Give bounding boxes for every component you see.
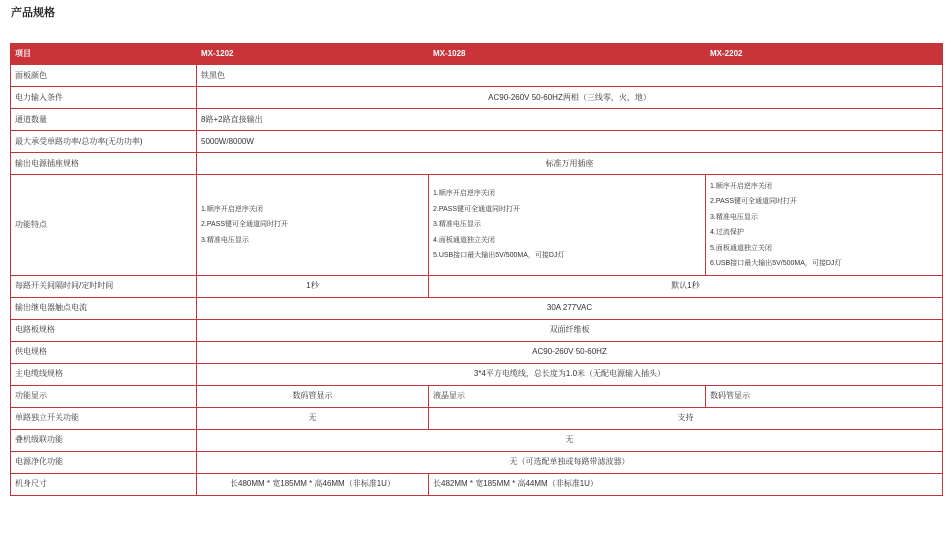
feature-item: 2.PASS键可全通道同时打开 [201,221,288,229]
table-row [11,451,943,473]
row-value: 8路+2路直接输出 [197,109,943,131]
table-row [11,407,943,429]
table-row [11,473,943,495]
row-label: 电源净化功能 [11,451,197,473]
row-value: 5000W/8000W [197,131,943,153]
feature-item: 6.USB接口最大输出5V/500MA，可接DJ灯 [710,260,842,267]
row-label: 面板颜色 [11,65,197,87]
row-label: 最大承受单路功率/总功率(无功功率) [11,131,197,153]
row-label: 电力输入条件 [11,87,197,109]
table-row [11,131,943,153]
header-mx-2202: MX-2202 [706,44,943,65]
feature-item: 3.精准电压显示 [710,213,758,221]
features-mx-2202 [706,175,943,276]
table-row [11,429,943,451]
row-label: 叠机级联功能 [11,429,197,451]
row-value: AC90-260V 50-60HZ两相（三线零，火，地） [197,87,943,109]
row-value: 无（可选配单独或每路带滤波器） [197,451,943,473]
row-label: 供电规格 [11,341,197,363]
row-value: 3*4平方电缆线，总长度为1.0米（无配电源输入插头） [197,363,943,385]
spec-table [10,43,943,496]
feature-item: 5.USB接口最大输出5V/500MA，可接DJ灯 [433,252,565,260]
feature-item: 4.过流保护 [710,229,744,236]
table-row [11,275,943,297]
feature-item: 4.面板通道独立关闭 [433,236,495,244]
cell-mx-1202: 数码管显示 [197,385,429,407]
page-title: 产品规格 [11,7,55,19]
row-label: 主电缆线规格 [11,363,197,385]
row-value: 无 [197,429,943,451]
header-item: 项目 [11,44,197,65]
features-mx-1028 [429,175,706,276]
row-label: 通道数量 [11,109,197,131]
cell-mx-1028-2202: 支持 [429,407,943,429]
cell-mx-1202: 无 [197,407,429,429]
row-label: 功能特点 [11,175,197,276]
features-mx-1202 [197,175,429,276]
feature-item: 5.面板通道独立关闭 [710,244,772,252]
table-header-row [11,44,943,65]
cell-mx-2202: 数码管显示 [706,385,943,407]
table-row [11,109,943,131]
table-row [11,297,943,319]
feature-item: 2.PASS键可全通道同时打开 [710,198,797,205]
row-label: 单路独立开关功能 [11,407,197,429]
feature-item: 1.顺序开启逆序关闭 [201,205,263,213]
row-label: 功能显示 [11,385,197,407]
table-row-features [11,175,943,276]
table-row [11,319,943,341]
feature-item: 1.顺序开启逆序关闭 [710,182,772,190]
cell-mx-1028-2202: 默认1秒 [429,275,943,297]
feature-item: 3.精准电压显示 [433,221,481,229]
row-value: AC90-260V 50-60HZ [197,341,943,363]
header-mx-1028: MX-1028 [429,44,706,65]
row-label: 机身尺寸 [11,473,197,495]
table-row [11,385,943,407]
cell-mx-1028: 液晶显示 [429,385,706,407]
header-mx-1202: MX-1202 [197,44,429,65]
feature-item: 1.顺序开启逆序关闭 [433,190,495,198]
row-label: 每路开关间隔时间/定时时间 [11,275,197,297]
cell-mx-1202: 1秒 [197,275,429,297]
row-value: 铁黑色 [197,65,943,87]
row-value: 双面纤维板 [197,319,943,341]
cell-mx-1202: 长480MM * 宽185MM * 高46MM（非标准1U） [197,473,429,495]
table-row [11,341,943,363]
table-row [11,87,943,109]
row-label: 输出电源插座规格 [11,153,197,175]
feature-item: 2.PASS键可全通道同时打开 [433,205,520,213]
feature-item: 3.精准电压显示 [201,236,249,244]
row-value: 30A 277VAC [197,297,943,319]
row-value: 标准万用插座 [197,153,943,175]
table-row [11,65,943,87]
cell-mx-1028-2202: 长482MM * 宽185MM * 高44MM（非标准1U） [429,473,943,495]
table-row [11,153,943,175]
row-label: 输出继电器触点电流 [11,297,197,319]
table-row [11,363,943,385]
row-label: 电路板规格 [11,319,197,341]
